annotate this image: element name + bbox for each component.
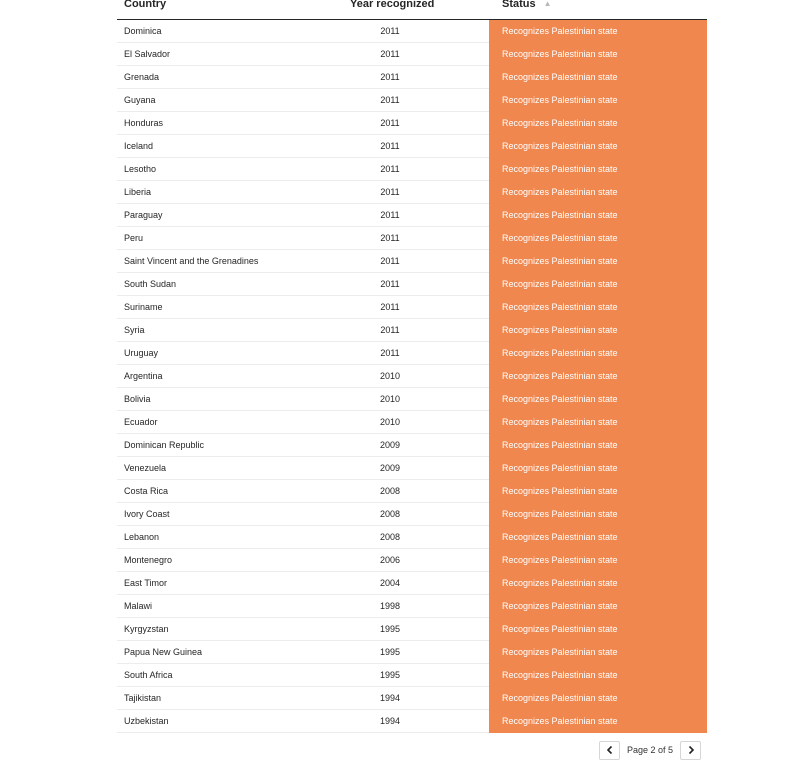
country-cell: South Sudan (124, 279, 177, 289)
table-row (117, 710, 707, 733)
status-cell: Recognizes Palestinian state (489, 227, 707, 250)
year-cell: 1995 (379, 647, 401, 657)
status-cell: Recognizes Palestinian state (489, 411, 707, 434)
table-row (117, 595, 707, 618)
year-cell: 2011 (380, 118, 400, 128)
year-cell: 1994 (379, 716, 401, 726)
table-row (117, 480, 707, 503)
country-cell: Malawi (124, 601, 153, 611)
status-cell: Recognizes Palestinian state (489, 158, 707, 181)
table-row (117, 641, 707, 664)
status-cell: Recognizes Palestinian state (489, 526, 707, 549)
status-cell: Recognizes Palestinian state (489, 20, 707, 43)
year-cell: 2011 (380, 302, 400, 312)
country-cell: El Salvador (124, 49, 171, 59)
country-cell: Lebanon (124, 532, 160, 542)
year-cell: 2011 (380, 256, 400, 266)
table-row (117, 66, 707, 89)
country-cell: Guyana (124, 95, 156, 105)
country-cell: Peru (124, 233, 144, 243)
table-row (117, 388, 707, 411)
page-indicator: Page 2 of 5 (627, 745, 674, 755)
country-cell: Papua New Guinea (124, 647, 203, 657)
table-row (117, 319, 707, 342)
column-header-status-label: Status (502, 0, 536, 10)
table-row (117, 158, 707, 181)
year-cell: 2011 (380, 325, 400, 335)
next-page-button[interactable] (680, 741, 701, 760)
table-header (117, 0, 707, 20)
status-cell: Recognizes Palestinian state (489, 250, 707, 273)
table-row (117, 572, 707, 595)
year-cell: 2011 (380, 49, 400, 59)
table-row (117, 549, 707, 572)
table-row (117, 181, 707, 204)
table-row (117, 411, 707, 434)
country-cell: Montenegro (124, 555, 173, 565)
status-cell: Recognizes Palestinian state (489, 66, 707, 89)
column-header-year[interactable]: Year recognized (350, 0, 435, 10)
year-cell: 1994 (379, 693, 401, 703)
status-cell: Recognizes Palestinian state (489, 204, 707, 227)
country-cell: Syria (124, 325, 145, 335)
table-row (117, 273, 707, 296)
chevron-right-icon (687, 745, 695, 755)
status-cell: Recognizes Palestinian state (489, 641, 707, 664)
year-cell: 2011 (380, 187, 400, 197)
status-cell: Recognizes Palestinian state (489, 595, 707, 618)
country-cell: Dominican Republic (124, 440, 205, 450)
country-cell: Saint Vincent and the Grenadines (124, 256, 259, 266)
table-row (117, 526, 707, 549)
table-row (117, 227, 707, 250)
year-cell: 2011 (380, 72, 400, 82)
year-cell: 1995 (379, 670, 401, 680)
status-cell: Recognizes Palestinian state (489, 273, 707, 296)
status-cell: Recognizes Palestinian state (489, 549, 707, 572)
country-cell: South Africa (124, 670, 173, 680)
country-cell: Lesotho (124, 164, 157, 174)
country-cell: Uzbekistan (124, 716, 169, 726)
status-cell: Recognizes Palestinian state (489, 388, 707, 411)
status-cell: Recognizes Palestinian state (489, 687, 707, 710)
status-cell: Recognizes Palestinian state (489, 112, 707, 135)
pagination (599, 740, 701, 760)
year-cell: 2011 (380, 210, 400, 220)
country-cell: Venezuela (124, 463, 167, 473)
table-row (117, 43, 707, 66)
status-cell: Recognizes Palestinian state (489, 664, 707, 687)
year-cell: 1995 (379, 624, 401, 634)
country-cell: Bolivia (124, 394, 151, 404)
status-cell: Recognizes Palestinian state (489, 503, 707, 526)
year-cell: 2010 (379, 371, 401, 381)
country-cell: Argentina (124, 371, 163, 381)
year-cell: 2006 (379, 555, 401, 565)
status-cell: Recognizes Palestinian state (489, 710, 707, 733)
year-cell: 2011 (380, 233, 400, 243)
status-cell: Recognizes Palestinian state (489, 181, 707, 204)
table-row (117, 250, 707, 273)
year-cell: 1998 (379, 601, 401, 611)
status-cell: Recognizes Palestinian state (489, 618, 707, 641)
country-cell: Dominica (124, 26, 162, 36)
status-cell: Recognizes Palestinian state (489, 434, 707, 457)
country-cell: Suriname (124, 302, 163, 312)
table-row (117, 135, 707, 158)
previous-page-button[interactable] (599, 741, 620, 760)
status-cell: Recognizes Palestinian state (489, 43, 707, 66)
country-cell: Ecuador (124, 417, 158, 427)
table-row (117, 457, 707, 480)
country-cell: Grenada (124, 72, 160, 82)
status-cell: Recognizes Palestinian state (489, 135, 707, 158)
year-cell: 2011 (380, 141, 400, 151)
year-cell: 2010 (379, 417, 401, 427)
column-header-country[interactable]: Country (124, 0, 167, 10)
table-row (117, 664, 707, 687)
status-cell: Recognizes Palestinian state (489, 365, 707, 388)
table-row (117, 365, 707, 388)
table-row (117, 434, 707, 457)
table-row (117, 342, 707, 365)
year-cell: 2010 (379, 394, 401, 404)
year-cell: 2011 (380, 26, 400, 36)
year-cell: 2009 (379, 440, 401, 450)
country-cell: Honduras (124, 118, 164, 128)
country-cell: Tajikistan (124, 693, 162, 703)
table-row (117, 296, 707, 319)
status-cell: Recognizes Palestinian state (489, 572, 707, 595)
table-row (117, 20, 707, 43)
status-cell: Recognizes Palestinian state (489, 296, 707, 319)
country-cell: Uruguay (124, 348, 159, 358)
status-cell: Recognizes Palestinian state (489, 319, 707, 342)
status-cell: Recognizes Palestinian state (489, 342, 707, 365)
sort-ascending-icon[interactable]: ▲ (543, 0, 552, 8)
table-row (117, 204, 707, 227)
country-cell: Ivory Coast (124, 509, 170, 519)
year-cell: 2008 (379, 532, 401, 542)
year-cell: 2008 (379, 486, 401, 496)
status-cell: Recognizes Palestinian state (489, 480, 707, 503)
year-cell: 2011 (380, 164, 400, 174)
country-cell: Iceland (124, 141, 154, 151)
year-cell: 2008 (379, 509, 401, 519)
country-cell: Costa Rica (124, 486, 169, 496)
table-row (117, 687, 707, 710)
table-body (117, 20, 707, 733)
country-cell: Paraguay (124, 210, 163, 220)
table-row (117, 618, 707, 641)
table-row (117, 503, 707, 526)
status-cell: Recognizes Palestinian state (489, 89, 707, 112)
status-cell: Recognizes Palestinian state (489, 457, 707, 480)
column-header-status[interactable] (502, 0, 552, 11)
year-cell: 2011 (380, 279, 400, 289)
year-cell: 2011 (380, 95, 400, 105)
country-cell: Liberia (124, 187, 152, 197)
country-cell: East Timor (124, 578, 168, 588)
year-cell: 2004 (379, 578, 401, 588)
chevron-left-icon (606, 745, 614, 755)
table-row (117, 112, 707, 135)
recognition-table (117, 0, 707, 733)
country-cell: Kyrgyzstan (124, 624, 169, 634)
table-row (117, 89, 707, 112)
year-cell: 2011 (380, 348, 400, 358)
year-cell: 2009 (379, 463, 401, 473)
